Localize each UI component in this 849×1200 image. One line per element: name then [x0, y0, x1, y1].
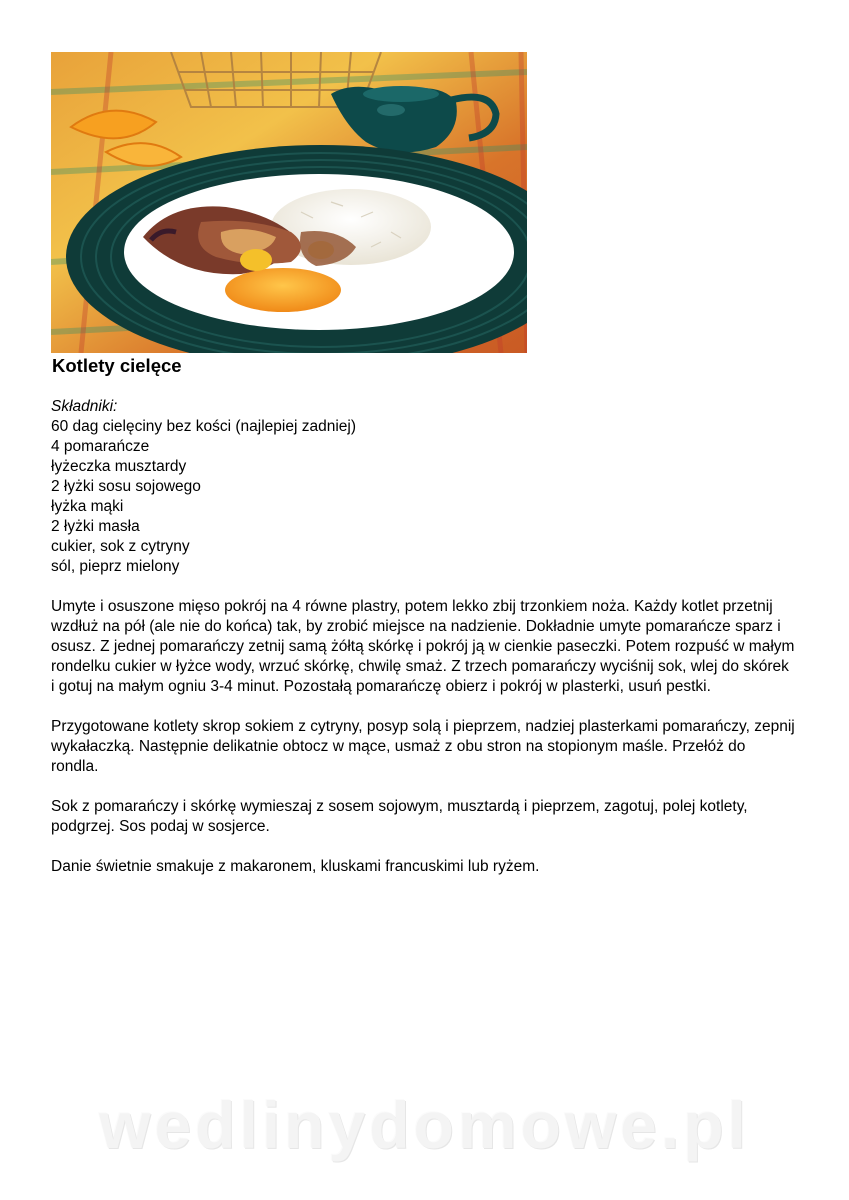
site-watermark: wedlinydomowe.pl	[99, 1088, 750, 1162]
ingredient-item: 4 pomarańcze	[51, 438, 150, 455]
ingredients-section	[51, 397, 796, 577]
instruction-paragraph: Sok z pomarańczy i skórkę wymieszaj z sosem sojowym, musztardą i pieprzem, zagotuj, polej kotlety, podgrzej. Sos podaj w sosjerce.	[51, 798, 748, 835]
recipe-content	[51, 397, 796, 897]
recipe-photo	[51, 52, 527, 353]
recipe-title: Kotlety cielęce	[52, 355, 182, 376]
ingredient-item: sól, pieprz mielony	[51, 558, 180, 575]
ingredient-item: 60 dag cielęciny bez kości (najlepiej zadniej)	[51, 418, 357, 435]
ingredient-item: łyżeczka musztardy	[51, 458, 187, 475]
instruction-paragraph: Przygotowane kotlety skrop sokiem z cytryny, posyp solą i pieprzem, nadziej plasterkami pomarańczy, zepnij wykałaczką. Następnie delikatnie obtocz w mące, usmaż z obu stron na stopionym maśle. Przełóż do rondla.	[51, 718, 795, 775]
ingredient-item: łyżka mąki	[51, 498, 124, 515]
ingredient-item: 2 łyżki masła	[51, 518, 140, 535]
ingredient-item: cukier, sok z cytryny	[51, 538, 190, 555]
instruction-paragraph: Umyte i osuszone mięso pokrój na 4 równe plastry, potem lekko zbij trzonkiem noża. Każdy kotlet przetnij wzdłuż na pół (ale nie do końca) tak, by zrobić miejsce na nadzienie. Dokładnie umyte pomarańcze sparz i osusz. Z jednej pomarańczy zetnij samą żółtą skórkę i pokrój ją w cienkie paseczki. Potem rozpuść w małym rondelku cukier w łyżce wody, wrzuć skórkę, chwilę smaż. Z trzech pomarańczy wyciśnij sok, wlej do skórek i gotuj na małym ogniu 3-4 minut. Pozostałą pomarańczę obierz i pokrój w plasterki, usuń pestki.	[51, 598, 795, 695]
ingredients-label: Składniki:	[51, 398, 118, 415]
ingredient-item: 2 łyżki sosu sojowego	[51, 478, 201, 495]
instruction-paragraph: Danie świetnie smakuje z makaronem, kluskami francuskimi lub ryżem.	[51, 858, 540, 875]
